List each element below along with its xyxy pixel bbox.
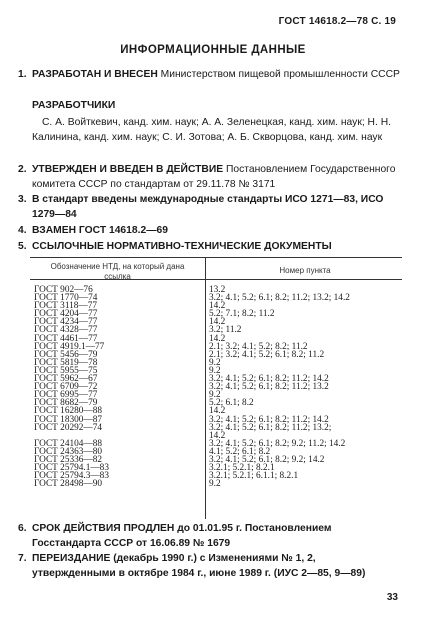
section-number: 2. [18, 164, 27, 175]
table-row-clauses: 2.1; 3.2; 4.1; 5.2; 8.2; 11.2 [209, 341, 308, 352]
table-row-document: ГОСТ 28498—90 [34, 479, 103, 490]
table-row-clauses: 9.2 [209, 390, 221, 401]
section-3 [18, 193, 402, 222]
table-row-clauses: 14.2 [209, 301, 226, 312]
table-row-document: ГОСТ 5955—75 [34, 365, 98, 376]
section-number: 7. [18, 553, 27, 564]
section-number: 3. [18, 194, 27, 205]
table-row-clauses: 3.2; 4.1; 5.2; 6.1; 8.2; 11.2; 13.2; 14.2 [209, 293, 350, 304]
clause-list [209, 286, 404, 488]
table-row-document: ГОСТ 24363—80 [34, 446, 103, 457]
section-number: 6. [18, 523, 27, 534]
table-row-document: ГОСТ 16280—88 [34, 406, 103, 417]
section-2 [18, 163, 402, 192]
table-row-document: ГОСТ 5819—78 [34, 357, 98, 368]
table-row-document: ГОСТ 20292—74 [34, 422, 103, 433]
table-row-document: ГОСТ 24104—88 [34, 438, 103, 449]
section-heading: СРОК ДЕЙСТВИЯ ПРОДЛЕН до 01.01.95 г. Постановлением Госстандарта СССР от 16.06.89 № 1679 [32, 523, 332, 549]
section-number: 4. [18, 225, 27, 236]
section-heading: В стандарт введены международные стандарты ИСО 1271—83, ИСО 1279—84 [32, 194, 384, 220]
table-row-document: ГОСТ 6709—72 [34, 382, 98, 393]
table-row-clauses: 3.2.1; 5.2.1; 6.1.1; 8.2.1 [209, 471, 299, 482]
table-row-clauses: 14.2 [209, 406, 226, 417]
table-row-document: ГОСТ 8682—79 [34, 398, 98, 409]
section-4 [18, 224, 402, 239]
table-row-clauses: 3.2; 4.1; 5.2; 6.1; 8.2; 9.2; 14.2 [209, 454, 325, 465]
table-top-rule [30, 257, 402, 258]
table-row-document: ГОСТ 4204—77 [34, 309, 98, 320]
table-row-clauses: 3.2; 4.1; 5.2; 6.1; 8.2; 11.2; 13.2 [209, 382, 329, 393]
table-row-clauses: 14.2 [209, 317, 226, 328]
table-row-document: ГОСТ 4328—77 [34, 325, 98, 336]
section-heading: ВЗАМЕН ГОСТ 14618.2—69 [32, 225, 168, 236]
section-heading: РАЗРАБОТАН И ВНЕСЕН [32, 69, 158, 80]
table-row-clauses: 3.2; 4.1; 5.2; 6.1; 8.2; 11.2; 13.2; [209, 422, 332, 433]
developers-heading: РАЗРАБОТЧИКИ [32, 100, 116, 111]
table-row-clauses: 14.2 [209, 430, 226, 441]
section-6 [18, 522, 402, 551]
table-row-document: ГОСТ 18300—87 [34, 414, 103, 425]
table-column-divider [205, 257, 206, 519]
section-text: Постановлением Государственного комитета СССР по стандартам от 29.11.78 № 3171 [32, 164, 396, 190]
table-row-clauses: 3.2; 11.2 [209, 325, 242, 336]
table-row-clauses: 14.2 [209, 333, 226, 344]
table-row-clauses: 9.2 [209, 365, 221, 376]
table-row-clauses: 5.2; 6.1; 8.2 [209, 398, 254, 409]
column-header-document: Обозначение НТД, на который дана ссылка [50, 262, 185, 281]
table-row-document: ГОСТ 902—76 [34, 285, 93, 295]
table-row-clauses: 3.2.1; 5.2.1; 8.2.1 [209, 463, 275, 474]
section-heading: ПЕРЕИЗДАНИЕ (декабрь 1990 г.) с Изменениями № 1, 2, утвержденными в октябре 1984 г., июне 1989 г. (ИУС 2—85, 9—89) [32, 553, 366, 579]
table-row-clauses: 2.1; 3.2; 4.1; 5.2; 6.1; 8.2; 11.2 [209, 349, 325, 360]
table-row-clauses: 3.2; 4.1; 5.2; 6.1; 8.2; 11.2; 14.2 [209, 414, 329, 425]
column-header-clause: Номер пункта [279, 266, 331, 275]
table-row-document: ГОСТ 25336—82 [34, 454, 103, 465]
table-row-clauses: 13.2 [209, 285, 226, 295]
table-row-clauses: 4.1; 5.2; 6.1; 8.2 [209, 446, 271, 457]
section-heading: УТВЕРЖДЕН И ВВЕДЕН В ДЕЙСТВИЕ [32, 164, 224, 175]
table-row-clauses: 5.2; 7.1; 8.2; 11.2 [209, 309, 275, 320]
table-row-document: ГОСТ 4919.1—77 [34, 341, 105, 352]
table-row-clauses: 9.2 [209, 357, 221, 368]
section-5 [18, 240, 402, 255]
developers-list: С. А. Войткевич, канд. хим. наук; А. А. Зеленецкая, канд. хим. наук; Н. Н. Калинина, канд. хим. наук; С. И. Зотова; А. Б. Скворцова, канд. хим. наук [32, 117, 391, 143]
table-row-clauses: 3.2; 4.1; 5.2; 6.1; 8.2; 11.2; 14.2 [209, 374, 329, 385]
section-7 [18, 552, 402, 581]
table-row-document: ГОСТ 5962—67 [34, 374, 98, 385]
table-row-document: ГОСТ 5456—79 [34, 349, 98, 360]
section-heading: ССЫЛОЧНЫЕ НОРМАТИВНО-ТЕХНИЧЕСКИЕ ДОКУМЕНТЫ [32, 241, 332, 252]
section-text: Министерством пищевой промышленности СССР [160, 69, 400, 80]
page-number: 33 [386, 592, 398, 603]
table-row-document: ГОСТ 25794.1—83 [34, 463, 109, 474]
section-1 [18, 68, 402, 83]
table-row-document: ГОСТ 25794.3—83 [34, 471, 109, 482]
section-number: 1. [18, 69, 27, 80]
table-header-rule [30, 279, 402, 280]
table-row-document: ГОСТ 4234—77 [34, 317, 98, 328]
table-row-document: ГОСТ 1770—74 [34, 293, 98, 304]
table-row-document: ГОСТ 4461—77 [34, 333, 98, 344]
table-row-clauses: 3.2; 4.1; 5.2; 6.1; 8.2; 9.2; 11.2; 14.2 [209, 438, 346, 449]
table-row-clauses: 9.2 [209, 479, 221, 490]
page-title: ИНФОРМАЦИОННЫЕ ДАННЫЕ [120, 44, 306, 56]
table-row-document: ГОСТ 3118—77 [34, 301, 98, 312]
table-row-document: ГОСТ 6995—77 [34, 390, 98, 401]
document-list [34, 286, 202, 488]
running-header: ГОСТ 14618.2—78 С. 19 [278, 16, 396, 27]
section-number: 5. [18, 241, 27, 252]
